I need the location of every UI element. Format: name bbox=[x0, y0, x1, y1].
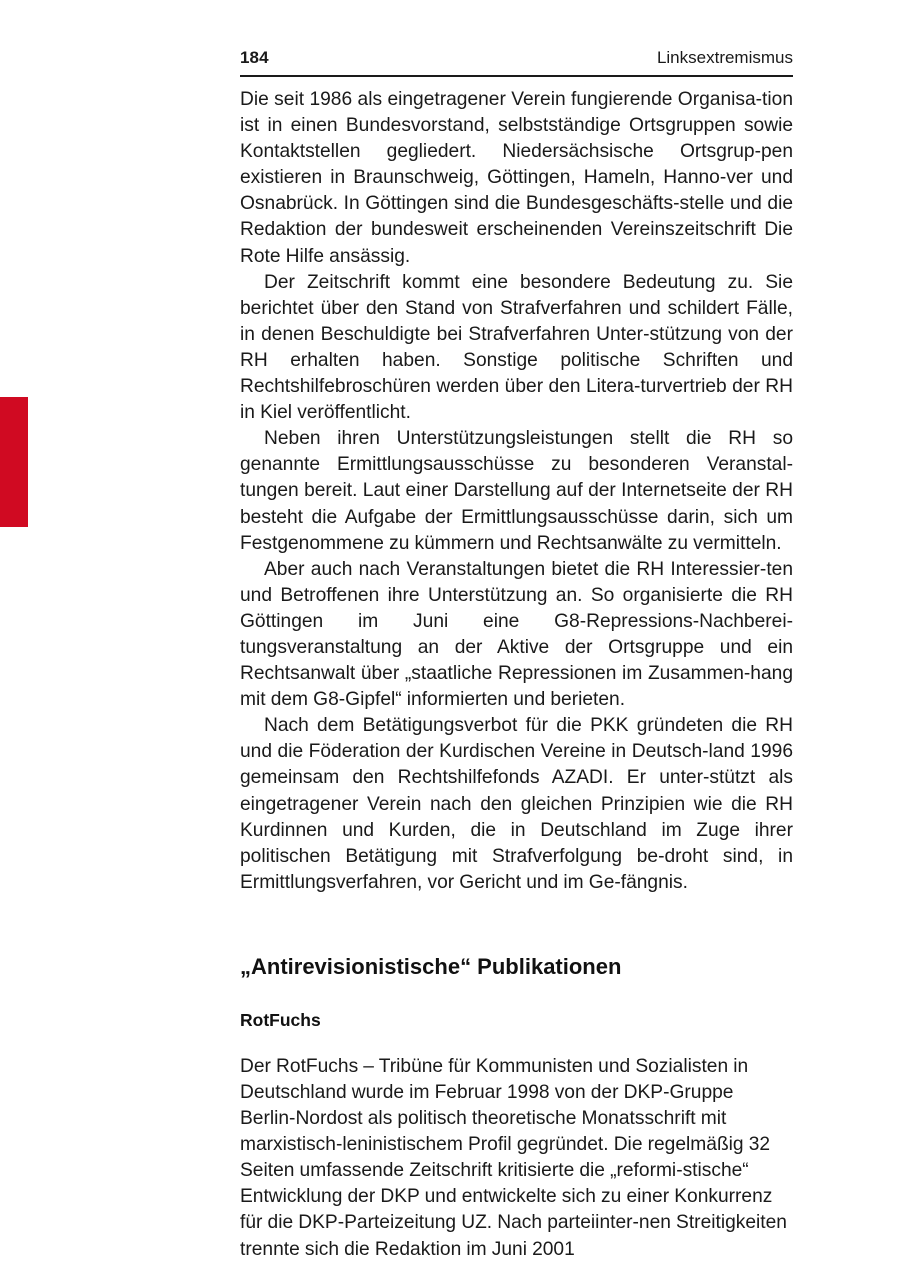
paragraph-ermittlungsausschuesse: Neben ihren Unterstützungsleistungen stellt die RH so genannte Ermittlungsausschüsse zu besonderen Veranstal-tungen bereit. Laut einer Darstellung auf der Internetseite der RH besteht die Aufgabe der Ermittlungsausschüsse darin, sich um Festgenommene zu kümmern und Rechtsanwälte zu vermitteln. bbox=[240, 428, 793, 554]
paragraph-g8-veranstaltung: Aber auch nach Veranstaltungen bietet die RH Interessier-ten und Betroffenen ihre Unterstützung an. So organisierte die RH Göttingen im Juni eine G8-Repressions-Nachberei-tungsveranstaltung an der Aktive der Ortsgruppe und ein Rechtsanwalt über „staatliche Repressionen im Zusammen-hang mit dem G8-Gipfel“ informierten und berieten. bbox=[240, 558, 793, 711]
text-column bbox=[240, 87, 793, 1263]
header-divider-rule bbox=[240, 75, 793, 77]
paragraph-organisation-structure: Die seit 1986 als eingetragener Verein fungierende Organisa-tion ist in einen Bundesvorstand, selbstständige Ortsgruppen sowie Kontaktstellen gegliedert. Niedersächsische Ortsgrup-pen existieren in Braunschweig, Göttingen, Hameln, Hanno-ver und Osnabrück. In Göttingen sind die Bundesgeschäfts-stelle und die Redaktion der bundesweit erscheinenden Vereinszeitschrift Die Rote Hilfe ansässig. bbox=[240, 89, 793, 267]
red-edge-tab-marker bbox=[0, 397, 28, 527]
running-header-title: Linksextremismus bbox=[656, 48, 793, 67]
paragraph-rotfuchs-description: Der RotFuchs – Tribüne für Kommunisten und Sozialisten in Deutschland wurde im Februar 1998 von der DKP-Gruppe Berlin-Nordost als politisch theoretische Monatsschrift mit marxistisch-leninistischem Profil gegründet. Die regelmäßig 32 Seiten umfassende Zeitschrift kritisierte die „reformi-stische“ Entwicklung der DKP und entwickelte sich zu einer Konkurrenz für die DKP-Parteizeitung UZ. Nach parteiinter-nen Streitigkeiten trennte sich die Redaktion im Juni 2001 bbox=[240, 1055, 787, 1260]
page-number: 184 bbox=[240, 48, 269, 67]
section-heading-antirevisionistische-publikationen: „Antirevisionistische“ Publikationen bbox=[240, 953, 622, 979]
paragraph-zeitschrift-bedeutung: Der Zeitschrift kommt eine besondere Bedeutung zu. Sie berichtet über den Stand von Strafverfahren und schildert Fälle, in denen Beschuldigte bei Strafverfahren Unter-stützung von der RH erhalten haben. Sonstige politische Schriften und Rechtshilfebroschüren werden über den Litera-turvertrieb der RH in Kiel veröffentlicht. bbox=[240, 271, 793, 424]
running-header bbox=[240, 48, 793, 68]
paragraph-azadi-rechtshilfefonds: Nach dem Betätigungsverbot für die PKK gründeten die RH und die Föderation der Kurdischen Vereine in Deutsch-land 1996 gemeinsam den Rechtshilfefonds AZADI. Er unter-stützt als eingetragener Verein nach den gleichen Prinzipien wie die RH Kurdinnen und Kurden, die in Deutschland im Zuge ihrer politischen Betätigung mit Strafverfolgung be-droht sind, in Ermittlungsverfahren, vor Gericht und im Ge-fängnis. bbox=[240, 715, 793, 893]
sub-heading-rotfuchs: RotFuchs bbox=[240, 1009, 321, 1030]
